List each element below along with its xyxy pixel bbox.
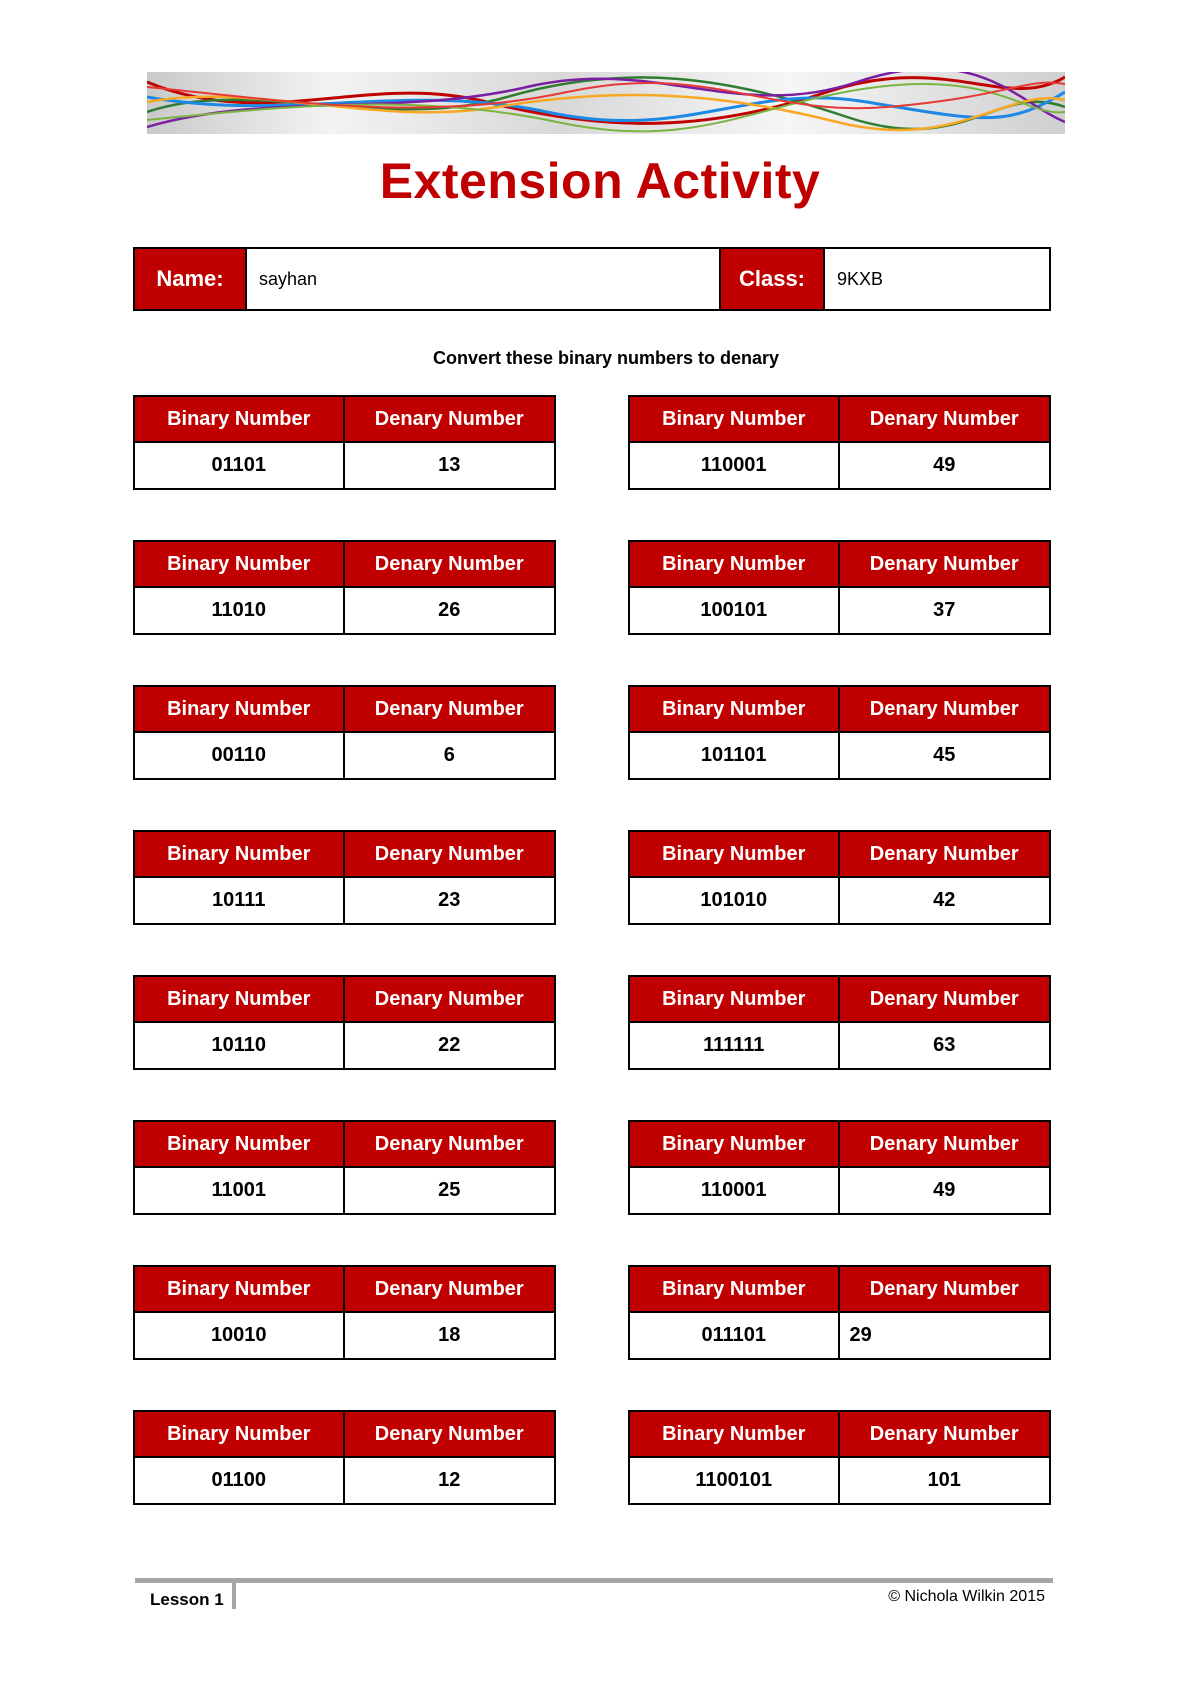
denary-answer-field[interactable]: 37: [933, 599, 956, 621]
right-conversion-table: [628, 830, 1051, 925]
denary-answer-field[interactable]: 12: [438, 1469, 461, 1491]
binary-value: 10010: [135, 1313, 345, 1358]
binary-header: Binary Number: [135, 397, 345, 443]
denary-header: Denary Number: [840, 1267, 1050, 1313]
denary-answer-field[interactable]: 42: [933, 889, 956, 911]
denary-header: Denary Number: [840, 1412, 1050, 1458]
binary-header: Binary Number: [630, 1412, 840, 1458]
student-info-bar: [133, 247, 1051, 311]
binary-value: 101010: [630, 878, 840, 923]
denary-answer-field[interactable]: 63: [933, 1034, 956, 1056]
denary-answer-field[interactable]: 26: [438, 599, 461, 621]
right-conversion-table: [628, 685, 1051, 780]
left-conversion-table: [133, 1410, 556, 1505]
binary-value: 01101: [135, 443, 345, 488]
denary-answer-field[interactable]: 18: [438, 1324, 461, 1346]
binary-value: 111111: [630, 1023, 840, 1068]
binary-value: 011101: [630, 1313, 840, 1358]
binary-value: 11001: [135, 1168, 345, 1213]
denary-answer-field[interactable]: 22: [438, 1034, 461, 1056]
denary-header: Denary Number: [345, 687, 555, 733]
class-label: Class:: [721, 249, 825, 309]
denary-answer-field[interactable]: 101: [927, 1469, 961, 1491]
binary-header: Binary Number: [135, 542, 345, 588]
denary-answer-field[interactable]: 13: [438, 454, 461, 476]
left-conversion-table: [133, 685, 556, 780]
binary-header: Binary Number: [630, 397, 840, 443]
binary-header: Binary Number: [630, 542, 840, 588]
denary-answer-field[interactable]: 25: [438, 1179, 461, 1201]
page-title: Extension Activity: [379, 153, 821, 209]
left-conversion-table: [133, 395, 556, 490]
binary-header: Binary Number: [135, 977, 345, 1023]
binary-value: 11010: [135, 588, 345, 633]
footer-divider: [232, 1583, 236, 1609]
instruction-text: Convert these binary numbers to denary: [432, 348, 780, 368]
denary-header: Denary Number: [840, 832, 1050, 878]
copyright-text: © Nichola Wilkin 2015: [888, 1588, 1045, 1605]
denary-header: Denary Number: [840, 687, 1050, 733]
denary-header: Denary Number: [840, 542, 1050, 588]
binary-header: Binary Number: [135, 1267, 345, 1313]
binary-header: Binary Number: [630, 1267, 840, 1313]
left-conversion-table: [133, 1120, 556, 1215]
binary-value: 10110: [135, 1023, 345, 1068]
denary-header: Denary Number: [345, 397, 555, 443]
right-conversion-table: [628, 1265, 1051, 1360]
right-conversion-table: [628, 395, 1051, 490]
denary-answer-field[interactable]: 49: [933, 454, 956, 476]
class-field[interactable]: 9KXB: [837, 268, 884, 289]
binary-value: 110001: [630, 443, 840, 488]
denary-header: Denary Number: [345, 1267, 555, 1313]
denary-header: Denary Number: [345, 1122, 555, 1168]
footer-rule: [135, 1578, 1053, 1583]
left-conversion-table: [133, 540, 556, 635]
binary-header: Binary Number: [630, 687, 840, 733]
binary-value: 01100: [135, 1458, 345, 1503]
denary-answer-field[interactable]: 29: [849, 1324, 872, 1346]
right-conversion-table: [628, 1410, 1051, 1505]
binary-header: Binary Number: [135, 687, 345, 733]
denary-answer-field[interactable]: 6: [443, 744, 455, 766]
binary-value: 100101: [630, 588, 840, 633]
right-conversion-table: [628, 540, 1051, 635]
denary-header: Denary Number: [840, 1122, 1050, 1168]
lesson-label: Lesson 1: [150, 1590, 224, 1609]
wave-lines-graphic: [147, 72, 1065, 134]
binary-header: Binary Number: [630, 832, 840, 878]
denary-header: Denary Number: [345, 542, 555, 588]
denary-answer-field[interactable]: 45: [933, 744, 956, 766]
binary-value: 00110: [135, 733, 345, 778]
binary-header: Binary Number: [135, 1412, 345, 1458]
denary-header: Denary Number: [345, 977, 555, 1023]
binary-value: 101101: [630, 733, 840, 778]
denary-header: Denary Number: [345, 832, 555, 878]
name-label: Name:: [135, 249, 247, 309]
left-conversion-table: [133, 1265, 556, 1360]
left-conversion-table: [133, 975, 556, 1070]
denary-answer-field[interactable]: 23: [438, 889, 461, 911]
right-conversion-table: [628, 1120, 1051, 1215]
binary-header: Binary Number: [630, 977, 840, 1023]
decorative-banner: [147, 72, 1065, 134]
binary-value: 110001: [630, 1168, 840, 1213]
name-field[interactable]: sayhan: [247, 249, 721, 309]
denary-header: Denary Number: [345, 1412, 555, 1458]
binary-value: 10111: [135, 878, 345, 923]
binary-value: 1100101: [630, 1458, 840, 1503]
binary-header: Binary Number: [135, 832, 345, 878]
denary-header: Denary Number: [840, 977, 1050, 1023]
denary-answer-field[interactable]: 49: [933, 1179, 956, 1201]
left-conversion-table: [133, 830, 556, 925]
right-conversion-table: [628, 975, 1051, 1070]
binary-header: Binary Number: [135, 1122, 345, 1168]
denary-header: Denary Number: [840, 397, 1050, 443]
binary-header: Binary Number: [630, 1122, 840, 1168]
